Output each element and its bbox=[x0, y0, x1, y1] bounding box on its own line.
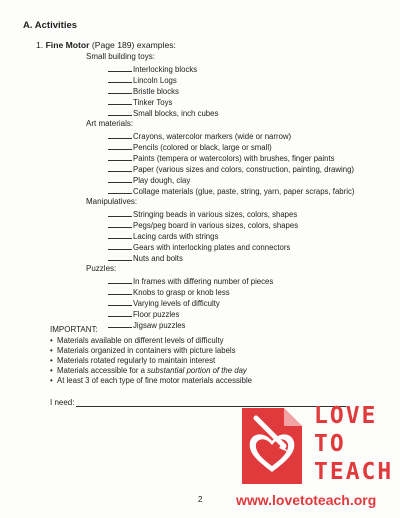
item-text: Jigsaw puzzles bbox=[133, 321, 186, 330]
item-text: In frames with differing number of pieces bbox=[133, 277, 274, 286]
item-text: Crayons, watercolor markers (wide or narrow) bbox=[133, 132, 292, 141]
checklist-item bbox=[108, 308, 179, 319]
blank-line bbox=[108, 141, 132, 150]
subsection-title bbox=[36, 40, 176, 50]
watermark-line: TO bbox=[314, 431, 346, 457]
checklist-item bbox=[108, 96, 172, 107]
item-text: Small blocks, inch cubes bbox=[133, 109, 219, 118]
item-text: Varying levels of difficulty bbox=[133, 299, 220, 308]
bullet-dot: • bbox=[50, 356, 53, 365]
category-label: Art materials: bbox=[86, 119, 134, 128]
item-text: Paints (tempera or watercolors) with brushes, finger paints bbox=[133, 154, 335, 163]
bullet-dot: • bbox=[50, 336, 53, 345]
section-title: A. Activities bbox=[23, 20, 78, 31]
checklist-item bbox=[108, 275, 273, 286]
blank-line bbox=[108, 152, 132, 161]
blank-line bbox=[108, 130, 132, 139]
blank-line bbox=[108, 286, 132, 295]
bullet-text: Materials available on different levels of difficulty bbox=[57, 336, 224, 345]
checklist-item bbox=[108, 252, 183, 263]
checklist-item bbox=[108, 319, 185, 330]
bullet-item bbox=[50, 336, 224, 345]
blank-line bbox=[108, 63, 132, 72]
checklist-item bbox=[108, 63, 197, 74]
checklist-item bbox=[108, 219, 298, 230]
checklist-item bbox=[108, 241, 290, 252]
item-text: Play dough, clay bbox=[133, 176, 191, 185]
bullet-text: At least 3 of each type of fine motor materials accessible bbox=[57, 376, 253, 385]
checklist-item bbox=[108, 163, 354, 174]
watermark-line: LOVE bbox=[314, 403, 378, 429]
need-label: I need: bbox=[50, 398, 75, 407]
item-text: Lincoln Logs bbox=[133, 76, 177, 85]
checklist-item bbox=[108, 130, 291, 141]
subsection-number: 1. bbox=[36, 40, 44, 50]
checklist-item bbox=[108, 152, 335, 163]
subsection-name: Fine Motor bbox=[45, 40, 90, 50]
category-label: Puzzles: bbox=[86, 264, 117, 273]
blank-line bbox=[108, 107, 132, 116]
bullet-text: Materials accessible for a bbox=[57, 366, 148, 375]
blank-line bbox=[108, 241, 132, 250]
item-text: Bristle blocks bbox=[133, 87, 179, 96]
blank-line bbox=[108, 297, 132, 306]
blank-line bbox=[108, 308, 132, 317]
item-text: Knobs to grasp or knob less bbox=[133, 288, 230, 297]
bullet-item bbox=[50, 376, 252, 385]
checklist-item bbox=[108, 85, 179, 96]
bullet-item bbox=[50, 366, 247, 375]
checklist-item bbox=[108, 141, 272, 152]
blank-line bbox=[108, 208, 132, 217]
category-label: Small building toys: bbox=[86, 52, 155, 61]
checklist-item bbox=[108, 74, 177, 85]
blank-line bbox=[108, 252, 132, 261]
bullet-text: Materials organized in containers with picture labels bbox=[57, 346, 236, 355]
blank-line bbox=[108, 85, 132, 94]
blank-line bbox=[108, 96, 132, 105]
item-text: Interlocking blocks bbox=[133, 65, 198, 74]
item-text: Pencils (colored or black, large or small) bbox=[133, 143, 272, 152]
checklist-item bbox=[108, 208, 297, 219]
blank-line bbox=[108, 219, 132, 228]
item-text: Tinker Toys bbox=[133, 98, 173, 107]
blank-line bbox=[108, 230, 132, 239]
item-text: Stringing beads in various sizes, colors, shapes bbox=[133, 210, 298, 219]
bullet-dot: • bbox=[50, 376, 53, 385]
checklist-item bbox=[108, 297, 220, 308]
bullet-dot: • bbox=[50, 346, 53, 355]
blank-line bbox=[108, 275, 132, 284]
bullet-item bbox=[50, 346, 236, 355]
category-label: Manipulatives: bbox=[86, 197, 138, 206]
item-text: Gears with interlocking plates and connectors bbox=[133, 243, 291, 252]
item-text: Pegs/peg board in various sizes, colors, shapes bbox=[133, 221, 299, 230]
item-text: Nuts and bolts bbox=[133, 254, 183, 263]
item-text: Collage materials (glue, paste, string, yarn, paper scraps, fabric) bbox=[133, 187, 355, 196]
blank-line bbox=[108, 174, 132, 183]
bullet-item bbox=[50, 356, 215, 365]
bullet-text: Materials rotated regularly to maintain interest bbox=[57, 356, 216, 365]
subsection-detail: (Page 189) examples: bbox=[89, 40, 176, 50]
checklist-item bbox=[108, 185, 354, 196]
blank-line bbox=[108, 185, 132, 194]
love-to-teach-logo-icon bbox=[236, 404, 308, 488]
blank-line bbox=[108, 74, 132, 83]
checklist-item bbox=[108, 230, 218, 241]
bullet-dot: • bbox=[50, 366, 53, 375]
checklist-item bbox=[108, 286, 230, 297]
watermark-url: www.lovetoteach.org bbox=[236, 492, 377, 508]
page-number: 2 bbox=[198, 495, 203, 504]
item-text: Lacing cards with strings bbox=[133, 232, 219, 241]
blank-line bbox=[108, 163, 132, 172]
watermark-line: TEACH bbox=[314, 459, 394, 485]
important-heading: IMPORTANT: bbox=[50, 325, 98, 334]
checklist-item bbox=[108, 174, 190, 185]
item-text: Paper (various sizes and colors, construction, painting, drawing) bbox=[133, 165, 355, 174]
blank-line bbox=[108, 319, 132, 328]
item-text: Floor puzzles bbox=[133, 310, 180, 319]
bullet-emphasis: substantial portion of the day bbox=[147, 366, 247, 375]
checklist-item bbox=[108, 107, 218, 118]
